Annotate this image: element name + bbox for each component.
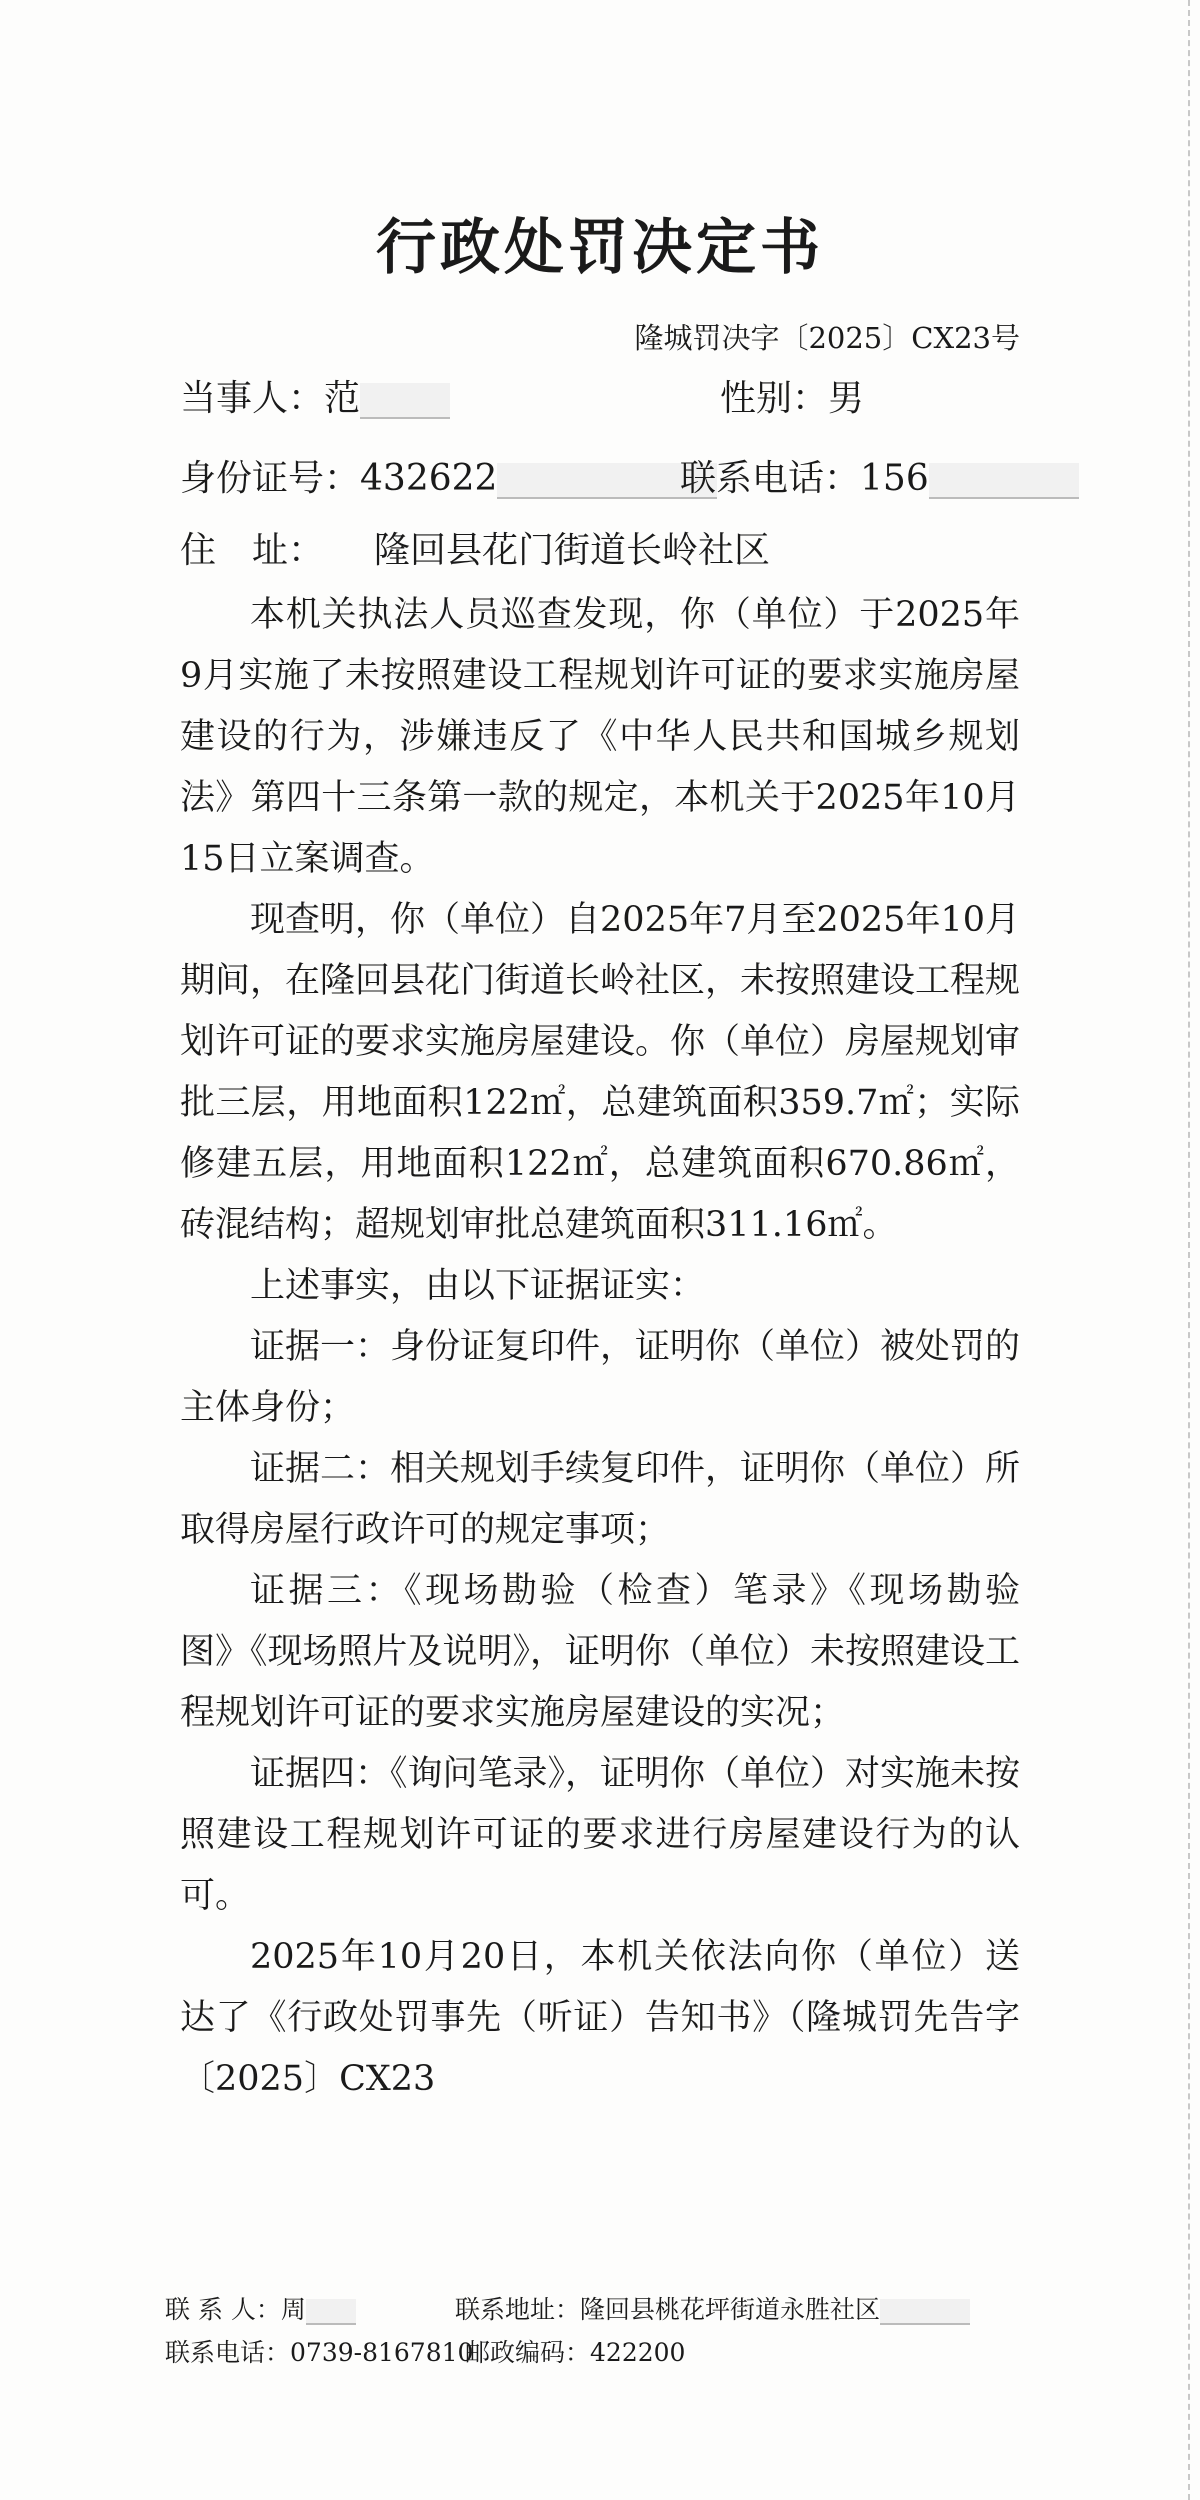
party-label: 当事人： [180,378,325,419]
id-label: 身份证号： [180,458,361,499]
fold-dashed-line [1187,0,1190,2500]
contact-address-value: 隆回县桃花坪街道永胜社区 [580,2295,881,2324]
paragraph-evidence-intro: 上述事实，由以下证据证实： [250,1266,706,1306]
phone-value: 156 [860,458,929,499]
document-number: 隆城罚决字〔2025〕CX23号 [634,321,1020,355]
gender-field [720,370,864,421]
footer-phone [165,2333,473,2369]
redaction-mark [360,383,450,419]
phone-label: 联系电话： [680,458,861,499]
redaction-mark [929,463,1079,499]
party-field [180,370,450,421]
paragraph-evidence-1: 证据一：身份证复印件，证明你（单位）被处罚的主体身份； [180,1327,1021,1428]
paragraph-evidence-3: 证据三：《现场勘验（检查）笔录》《现场勘验图》《现场照片及说明》，证明你（单位）未按照建设工程规划许可证的要求实施房屋建设的实况； [180,1571,1021,1733]
footer-contact-person [165,2290,356,2326]
address-value: 隆回县花门街道长岭社区 [374,530,771,571]
id-field [180,450,717,501]
footer-postcode [465,2333,685,2369]
address-field [180,522,770,573]
contact-person-label: 联 系 人： [165,2295,281,2324]
id-value: 432622 [360,458,498,499]
party-name: 范 [324,378,361,419]
paragraph-evidence-2: 证据二：相关规划手续复印件，证明你（单位）所取得房屋行政许可的规定事项； [180,1449,1021,1550]
redaction-mark [880,2299,970,2325]
paragraph-findings: 现查明，你（单位）自2025年7月至2025年10月期间，在隆回县花门街道长岭社区，未按照建设工程规划许可证的要求实施房屋建设。你（单位）房屋规划审批三层，用地面积122㎡，总建筑面积359.7㎡；实际修建五层，用地面积122㎡，总建筑面积670.86㎡，砖混结构；超规划审批总建筑面积311.16㎡。 [180,900,1021,1245]
postcode-value: 422200 [590,2338,686,2367]
paragraph-notice: 2025年10月20日，本机关依法向你（单位）送达了《行政处罚事先（听证）告知书》（隆城罚先告字〔2025〕CX23 [180,1937,1020,2099]
contact-address-label: 联系地址： [455,2295,581,2324]
document-body [180,585,1020,2110]
address-label: 住 址： [180,530,325,571]
phone-field [680,450,1079,501]
footer-address [455,2290,970,2326]
redaction-mark [306,2299,356,2325]
contact-phone-label: 联系电话： [165,2338,291,2367]
postcode-label: 邮政编码： [465,2338,591,2367]
gender-label: 性别： [720,378,829,419]
contact-person-value: 周 [280,2295,306,2324]
paragraph-evidence-4: 证据四：《询问笔录》，证明你（单位）对实施未按照建设工程规划许可证的要求进行房屋建设行为的认可。 [180,1754,1021,1916]
contact-phone-value: 0739-8167810 [290,2338,474,2367]
document-title: 行政处罚决定书 [376,213,824,283]
paragraph-inspection: 本机关执法人员巡查发现，你（单位）于2025年9月实施了未按照建设工程规划许可证的要求实施房屋建设的行为，涉嫌违反了《中华人民共和国城乡规划法》第四十三条第一款的规定，本机关于2025年10月15日立案调查。 [180,595,1020,879]
gender-value: 男 [828,378,865,419]
